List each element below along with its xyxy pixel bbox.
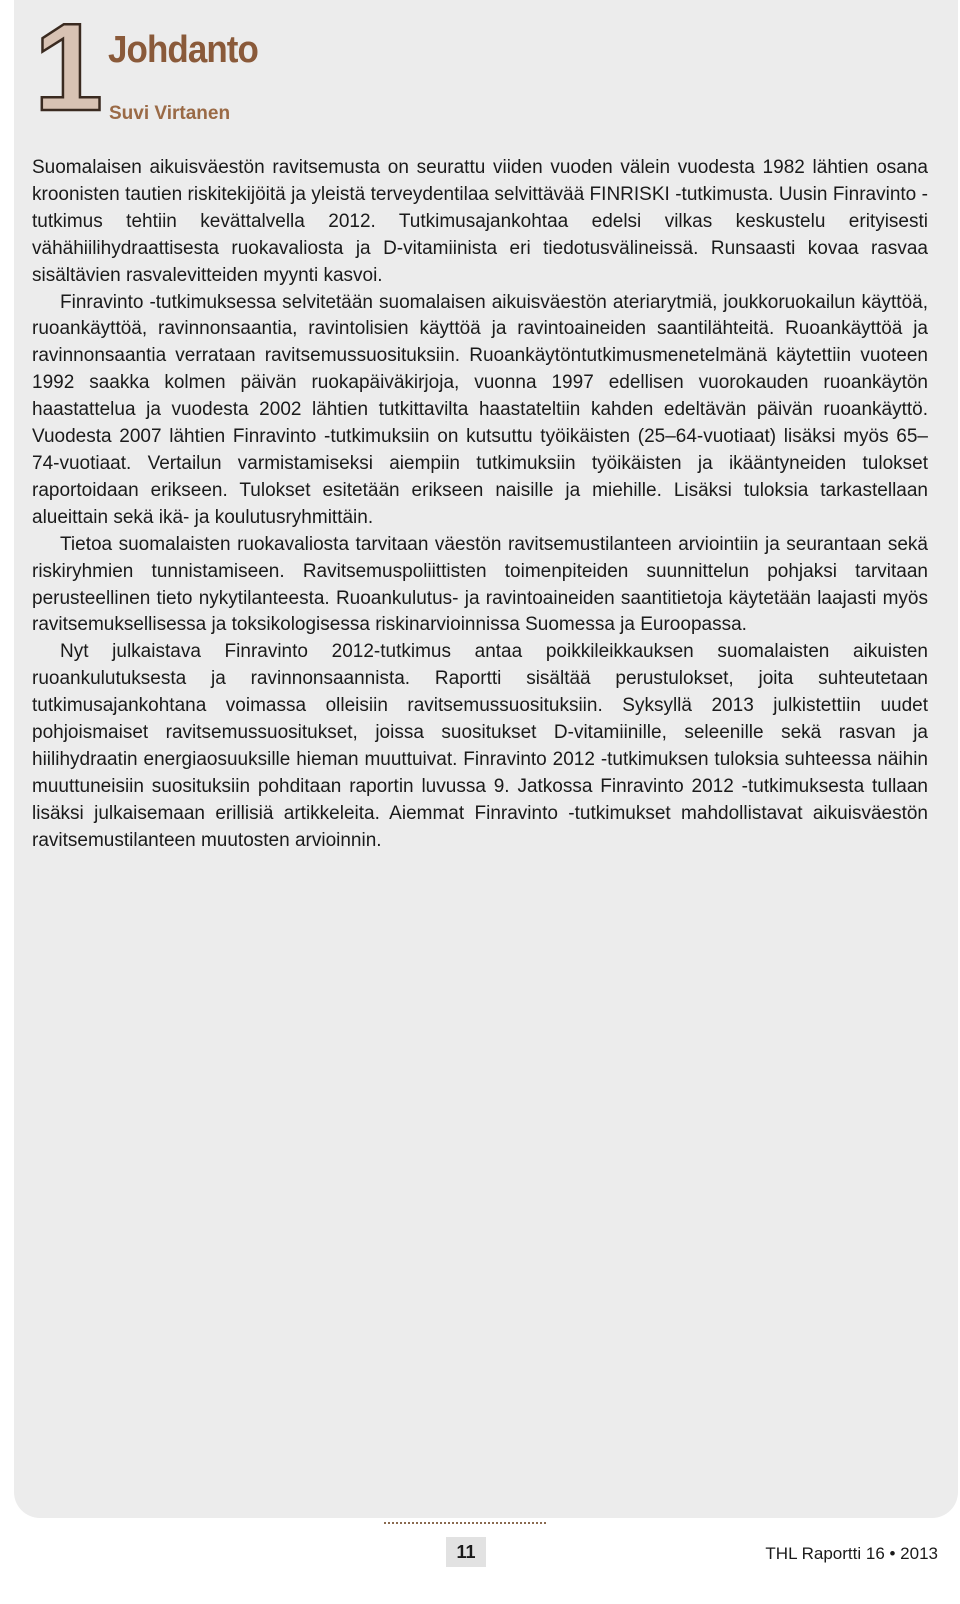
footer-report-label: THL Raportti 16 • 2013 <box>765 1544 938 1563</box>
body-text <box>32 155 928 855</box>
page-number: 11 <box>446 1537 486 1567</box>
paragraph-4: Nyt julkaistava Finravinto 2012-tutkimus antaa poikkileikkauksen suomalaisten aikuisten ruoankulutuksesta ja ravinnonsaannista. Raportti sisältää perustulokset, joita suhteutetaan tutkimusajankohtana voimassa olleisiin ravitsemussuosituksiin. Syksyllä 2013 julkistettiin uudet pohjoismaiset ravitsemussuositukset, joissa suositukset D-vitamiinille, seleenille sekä rasvan ja hiilihydraatin energiaosuuksille hieman muuttuivat. Finravinto 2012 -tutkimuksen tuloksia suhteessa näihin muuttuneisiin suosituksiin pohditaan raportin luvussa 9. Jatkossa Finravinto 2012 -tutkimuksesta tullaan lisäksi julkaisemaan erillisiä artikkeleita. Aiemmat Finravinto -tutkimukset mahdollistavat aikuisväestön ravitsemustilanteen muutosten arvioinnin. <box>32 641 928 851</box>
footer-divider <box>384 1522 546 1524</box>
chapter-number: 1 <box>34 0 101 137</box>
paragraph-2: Finravinto -tutkimuksessa selvitetään suomalaisen aikuisväestön ateriarytmiä, joukkoruokailun käyttöä, ruoankäyttöä, ravinnonsaantia, ravintolisien käyttöä ja ravintoaineiden saantilähteitä. Ruoankäyttöä ja ravinnonsaantia verrataan ravitsemussuosituksiin. Ruoankäytöntutkimusmenetelmänä käytettiin vuoteen 1992 saakka kolmen päivän ruokapäiväkirjoja, vuonna 1997 edellisen vuorokauden ruoankäytön haastattelua ja vuodesta 2002 lähtien tutkittavilta haastateltiin kahden edeltävän päivän ruoankäyttö. Vuodesta 2007 lähtien Finravinto -tutkimuksiin on kutsuttu työikäisten (25–64-vuotiaat) lisäksi myös 65–74-vuotiaat. Vertailun varmistamiseksi aiempiin tutkimuksiin työikäisten ja ikääntyneiden tulokset raportoidaan erikseen. Tulokset esitetään erikseen naisille ja miehille. Lisäksi tuloksia tarkastellaan alueittain sekä ikä- ja koulutusryhmittäin. <box>32 291 928 528</box>
paragraph-1: Suomalaisen aikuisväestön ravitsemusta on seurattu viiden vuoden välein vuodesta 1982 lähtien osana kroonisten tautien riskitekijöitä ja yleistä terveydentilaa selvittävää FINRISKI -tutkimusta. Uusin Finravinto -tutkimus tehtiin kevättalvella 2012. Tutkimusajankohtaa edelsi vilkas keskustelu erityisesti vähähiilihydraattisesta ruokavaliosta ja D-vitamiinista eri tiedotusvälineissä. Runsaasti kovaa rasvaa sisältävien rasvalevitteiden myynti kasvoi. <box>32 157 928 286</box>
paragraph-3: Tietoa suomalaisten ruokavaliosta tarvitaan väestön ravitsemustilanteen arviointiin ja seurantaan sekä riskiryhmien tunnistamiseen. Ravitsemuspoliittisten toimenpiteiden suunnittelun pohjaksi tarvitaan perusteellinen tieto nykytilanteesta. Ruoankulutus- ja ravintoaineiden saantitietoja käytetään laajasti myös ravitsemuksellisessa ja toksikologisessa riskinarvioinnissa Suomessa ja Euroopassa. <box>32 533 928 636</box>
chapter-title: Johdanto <box>108 29 258 71</box>
chapter-author: Suvi Virtanen <box>109 103 231 124</box>
